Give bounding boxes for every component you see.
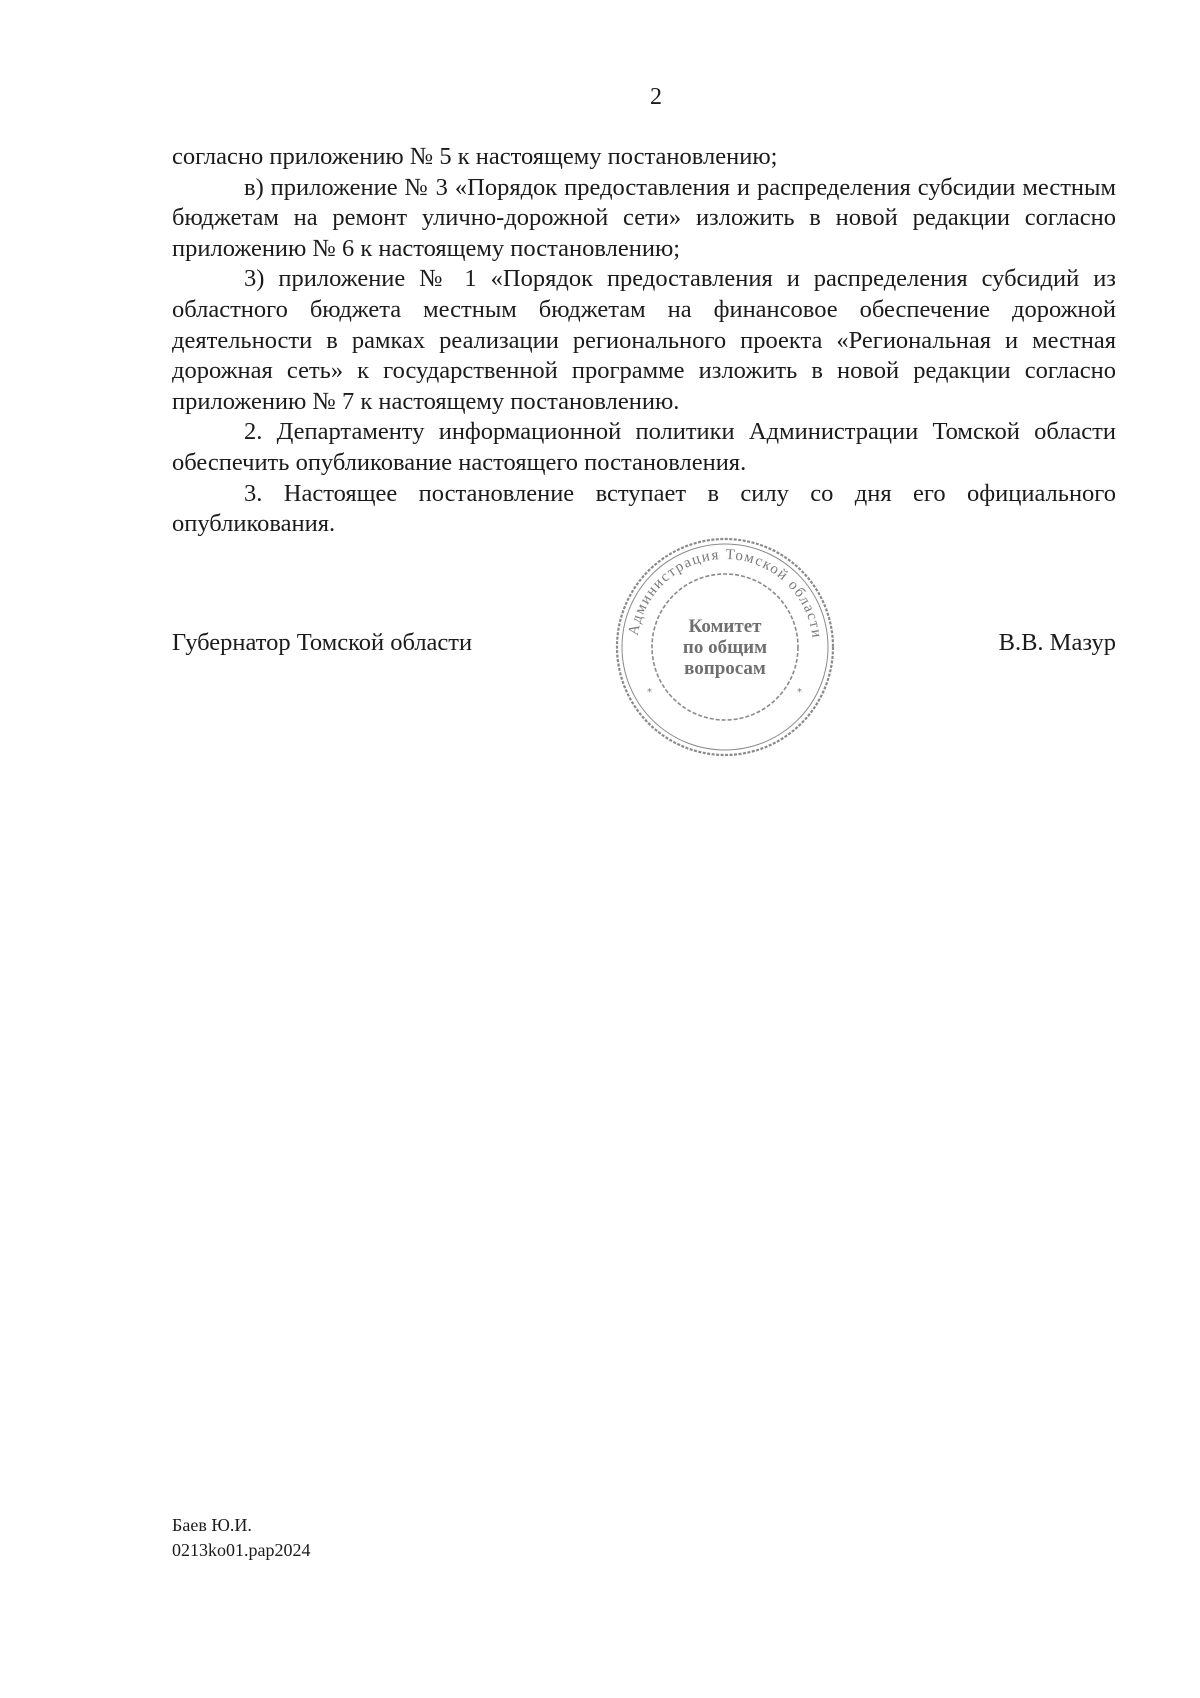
page-number: 2 bbox=[650, 84, 662, 110]
paragraph-point-2: 2. Департаменту информационной политики Администрации Томской области обеспечить опубликование настоящего постановления. bbox=[172, 418, 1116, 476]
footer-author: Баев Ю.И. bbox=[172, 1515, 252, 1535]
stamp-line-3: вопросам bbox=[684, 658, 766, 679]
paragraph-point-3: 3. Настоящее постановление вступает в силу со дня его официального опубликования. bbox=[172, 479, 1116, 538]
footer-block bbox=[172, 1513, 311, 1563]
stamp-star-right: * bbox=[797, 687, 802, 698]
official-stamp bbox=[613, 535, 837, 759]
footer-file-code: 0213ko01.pap2024 bbox=[172, 1540, 311, 1560]
paragraph-continuation: согласно приложению № 5 к настоящему постановлению; bbox=[172, 143, 778, 170]
stamp-star-left: * bbox=[647, 687, 652, 698]
document-body bbox=[172, 142, 1116, 540]
paragraph-item-3: 3) приложение № 1 «Порядок предоставления и распределения субсидий из областного бюджета местным бюджетам на финансовое обеспечение дорожной деятельности в рамках реализации регионального проекта «Региональная и местная дорожная сеть» к государственной программе изложить в новой редакции согласно приложению № 7 к настоящему постановлению. bbox=[172, 265, 1116, 415]
stamp-line-1: Комитет bbox=[688, 616, 762, 637]
stamp-line-2: по общим bbox=[682, 637, 768, 658]
stamp-seal-graphic bbox=[613, 535, 837, 759]
signer-title: Губернатор Томской области bbox=[172, 629, 473, 656]
stamp-outer-text: Администрация Томской области bbox=[625, 546, 825, 640]
paragraph-item-v: в) приложение № 3 «Порядок предоставления и распределения субсидии местным бюджетам на ремонт улично-дорожной сети» изложить в новой редакции согласно приложению № 6 к настоящему постановлению; bbox=[172, 173, 1116, 262]
signer-name: В.В. Мазур bbox=[998, 629, 1116, 656]
